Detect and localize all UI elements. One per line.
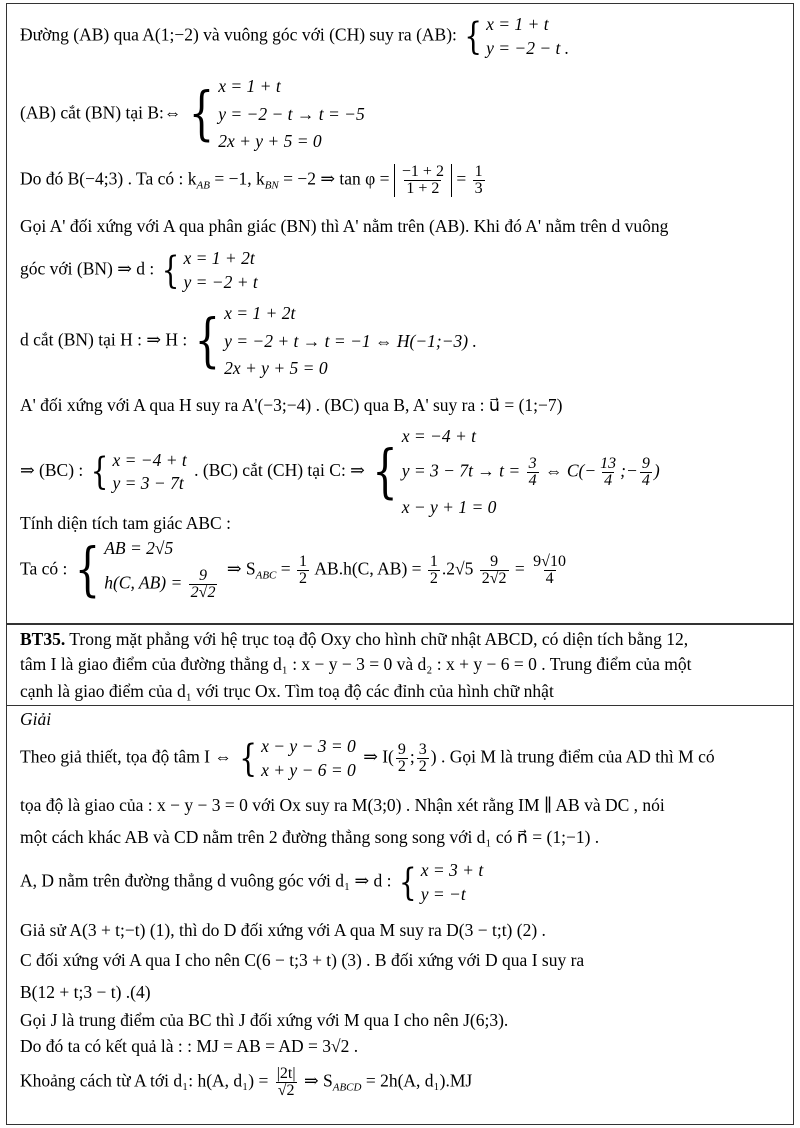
denominator: 2√2 <box>481 569 507 587</box>
text: Trong mặt phẳng với hệ trục toạ độ Oxy cho hình chữ nhật ABCD, có diện tích bằng 12, <box>65 629 689 649</box>
line-point-a-prime <box>20 397 562 415</box>
line-ab-equation <box>20 13 572 59</box>
text: = 2h(A, d₁).MJ <box>361 1070 473 1091</box>
numerator: 3 <box>528 454 537 472</box>
row: x = 1 + 2t <box>183 248 255 268</box>
text: ) . Gọi M là trung điểm của AD thì M có <box>430 746 715 767</box>
row: x = 1 + 2t <box>224 303 296 323</box>
brace: { <box>464 13 483 59</box>
text: ⇒ S <box>303 1070 333 1091</box>
solution-line-a-d <box>20 922 546 940</box>
numerator: 3 <box>418 741 427 758</box>
text: Theo giả thiết, tọa độ tâm I ⇔ <box>20 746 232 767</box>
subscript: ABC <box>255 569 277 582</box>
numerator: 1 <box>429 552 438 570</box>
brace: { <box>90 449 109 494</box>
text: Do đó ta có kết quả là : : MJ = AB = AD = 3√2 . <box>20 1036 359 1056</box>
solution-line-m <box>20 797 665 815</box>
system-c <box>372 428 659 516</box>
text: A, D nằm trên đường thẳng d vuông góc với d₁ ⇒ d : <box>20 870 392 891</box>
text: ⇒ I( <box>363 746 394 767</box>
line-bc <box>20 428 663 516</box>
numerator: 1 <box>474 163 483 180</box>
row: x = 3 + t <box>420 860 484 880</box>
numerator: |2t| <box>276 1065 296 1082</box>
system-h <box>195 305 477 378</box>
row: x = −4 + t <box>112 449 187 470</box>
fraction <box>428 554 440 587</box>
fraction <box>297 554 309 587</box>
fraction <box>473 164 485 197</box>
brace: { <box>398 859 417 905</box>
text: Khoảng cách từ A tới d₁: h(A, d₁) = <box>20 1070 269 1091</box>
text: .2√5 <box>441 558 474 579</box>
solution-heading <box>20 711 51 729</box>
text: = <box>280 558 291 579</box>
row: y = 3 − 7t → t = $\frac{3}{4}$ ⇔ C(− $\frac{13}{4}$ ;− $\frac{9}{4}$ ) <box>401 454 660 489</box>
text: = <box>514 558 525 579</box>
text: tâm I là giao điểm của đường thẳng d₁ : x − y − 3 = 0 và d₂ : x + y − 6 = 0 . Trung điểm của một <box>20 654 692 674</box>
text: góc với (BN) ⇒ d : <box>20 258 155 279</box>
text: một cách khác AB và CD nằm trên 2 đường thẳng song song với d₁ có n⃗ = (1;−1) . <box>20 827 600 847</box>
fraction <box>275 1066 298 1099</box>
solution-line-c <box>20 952 584 970</box>
denominator: 4 <box>528 471 537 489</box>
row: x = 1 + t <box>486 14 549 34</box>
fraction <box>640 456 652 489</box>
row <box>104 568 219 601</box>
text: A' đối xứng với A qua H suy ra A'(−3;−4) . (BC) qua B, A' suy ra : u⃗ = (1;−7) <box>20 395 563 415</box>
subscript: ABCD <box>332 1081 362 1094</box>
fraction <box>531 554 568 587</box>
denominator: 4 <box>545 569 554 587</box>
fraction <box>417 742 429 775</box>
denominator: 2 <box>429 569 438 587</box>
problem-line-3 <box>20 683 554 701</box>
numerator: 9√10 <box>533 552 566 570</box>
fraction <box>527 456 539 489</box>
system-center <box>239 735 356 781</box>
denominator: √2 <box>277 1082 295 1099</box>
denominator: 3 <box>474 180 483 197</box>
line-point-b <box>20 164 487 197</box>
row: 2x + y + 5 = 0 <box>224 358 328 378</box>
subscript: BN <box>264 179 279 192</box>
row: x = −4 + t <box>401 426 476 446</box>
system-b <box>189 78 365 151</box>
text: Gọi J là trung điểm của BC thì J đối xứng với M qua I cho nên J(6;3). <box>20 1010 509 1030</box>
text: cạnh là giao điểm của d₁ với trục Ox. Tìm toạ độ các đỉnh của hình chữ nhật <box>20 681 554 701</box>
fraction <box>189 568 218 601</box>
line-reflection-a <box>20 218 668 236</box>
row: x − y − 3 = 0 <box>261 736 356 756</box>
system-ab <box>464 13 570 59</box>
text: h(C, AB) = <box>104 572 183 593</box>
text: Do đó B(−4;3) . Ta có : k <box>20 168 197 189</box>
fraction <box>396 742 408 775</box>
text: = <box>456 168 467 189</box>
solution-line-parallel <box>20 829 599 847</box>
line-area-formula <box>20 536 570 604</box>
text: C đối xứng với A qua I cho nên C(6 − t;3 + t) (3) . B đối xứng với D qua I suy ra <box>20 950 585 970</box>
text: AB.h(C, AB) = <box>314 558 422 579</box>
numerator: −1 + 2 <box>401 163 444 180</box>
denominator: 4 <box>641 471 650 489</box>
denominator: 1 + 2 <box>406 180 440 197</box>
solution-line-j <box>20 1012 508 1030</box>
denominator: 2 <box>299 569 307 587</box>
line-point-h <box>20 305 480 378</box>
solution-line-d <box>20 859 486 905</box>
row: y = −2 − t → t = −5 <box>218 103 365 124</box>
problem-line-1 <box>20 631 688 649</box>
text: Gọi A' đối xứng với A qua phân giác (BN) thì A' nằm trên (AB). Khi đó A' nằm trên d vuông <box>20 216 669 236</box>
brace: { <box>239 735 258 781</box>
system-d <box>161 247 258 293</box>
fraction <box>480 554 509 587</box>
row: y = −2 − t . <box>486 37 570 58</box>
row: y = 3 − 7t <box>112 473 184 493</box>
subscript: AB <box>196 179 210 192</box>
system-bc <box>90 449 187 494</box>
solution-line-distance <box>20 1066 472 1099</box>
row: y = −2 + t → t = −1 ⇔ H(−1;−3) . <box>224 330 477 351</box>
fraction <box>400 164 446 197</box>
row: y = −t <box>420 883 466 904</box>
absolute-value <box>394 164 452 197</box>
fraction <box>598 456 618 489</box>
text: tọa độ là giao của : x − y − 3 = 0 với Ox suy ra M(3;0) . Nhận xét rằng IM ∥ AB và DC , nói <box>20 795 665 815</box>
brace: { <box>161 247 180 293</box>
row: 2x + y + 5 = 0 <box>218 131 322 151</box>
numerator: 13 <box>600 454 617 472</box>
brace: { <box>372 438 398 506</box>
numerator: 9 <box>641 454 650 472</box>
text: Giả sử A(3 + t;−t) (1), thì do D đối xứng với A qua M suy ra D(3 − t;t) (2) . <box>20 920 546 940</box>
row: x + y − 6 = 0 <box>261 759 356 780</box>
solution-line-center: Theo giả thiết, tọa độ tâm I ⇔ { x − y − 3 = 0 x + y − 6 = 0 ⇒ I( $\frac{9}{2}$ ; $\frac{3}{2}$ ) . Gọi M là trung điểm của AD thì M có <box>20 735 715 781</box>
text: Tính diện tích tam giác ABC : <box>20 513 231 533</box>
numerator: 9 <box>397 741 406 758</box>
text: d cắt (BN) tại H : ⇒ H : <box>20 329 188 350</box>
text: = −1, k <box>209 168 265 189</box>
system-d2 <box>398 859 484 905</box>
text: Đường (AB) qua A(1;−2) và vuông góc với (CH) suy ra (AB): <box>20 24 457 45</box>
denominator: 2 <box>397 758 406 775</box>
text: B(12 + t;3 − t) .(4) <box>20 982 151 1002</box>
row: y = −2 + t <box>183 271 258 292</box>
brace: { <box>188 80 215 148</box>
row: x − y + 1 = 0 <box>401 496 497 517</box>
text: ⇒ (BC) : <box>20 460 84 481</box>
brace: { <box>74 536 101 604</box>
line-intersection-b <box>20 78 368 151</box>
text: (AB) cắt (BN) tại B:⇔ <box>20 102 182 123</box>
solution-line-result <box>20 1038 358 1056</box>
line-line-d <box>20 247 261 293</box>
row: x = 1 + t <box>218 76 281 96</box>
problem-line-2 <box>20 656 691 674</box>
text: . (BC) cắt (CH) tại C: ⇒ <box>194 460 365 481</box>
solution-line-b <box>20 984 151 1002</box>
line-area-heading <box>20 515 231 533</box>
numerator: 9 <box>490 552 499 570</box>
numerator: 1 <box>299 552 307 570</box>
row: AB = 2√5 <box>104 538 174 558</box>
system-area <box>74 536 220 604</box>
text: Giải <box>20 709 52 729</box>
numerator: 9 <box>199 566 208 584</box>
brace: { <box>194 307 221 375</box>
text: y = 3 − 7t → t = <box>401 460 521 481</box>
denominator: 4 <box>604 471 613 489</box>
text: ⇒ S <box>226 558 256 579</box>
text: ⇔ C( <box>544 460 585 481</box>
denominator: 2 <box>418 758 427 775</box>
text: = −2 ⇒ tan φ = <box>278 168 390 189</box>
denominator: 2√2 <box>190 583 216 601</box>
problem-label: BT35. <box>20 629 66 649</box>
text: Ta có : <box>20 558 68 579</box>
